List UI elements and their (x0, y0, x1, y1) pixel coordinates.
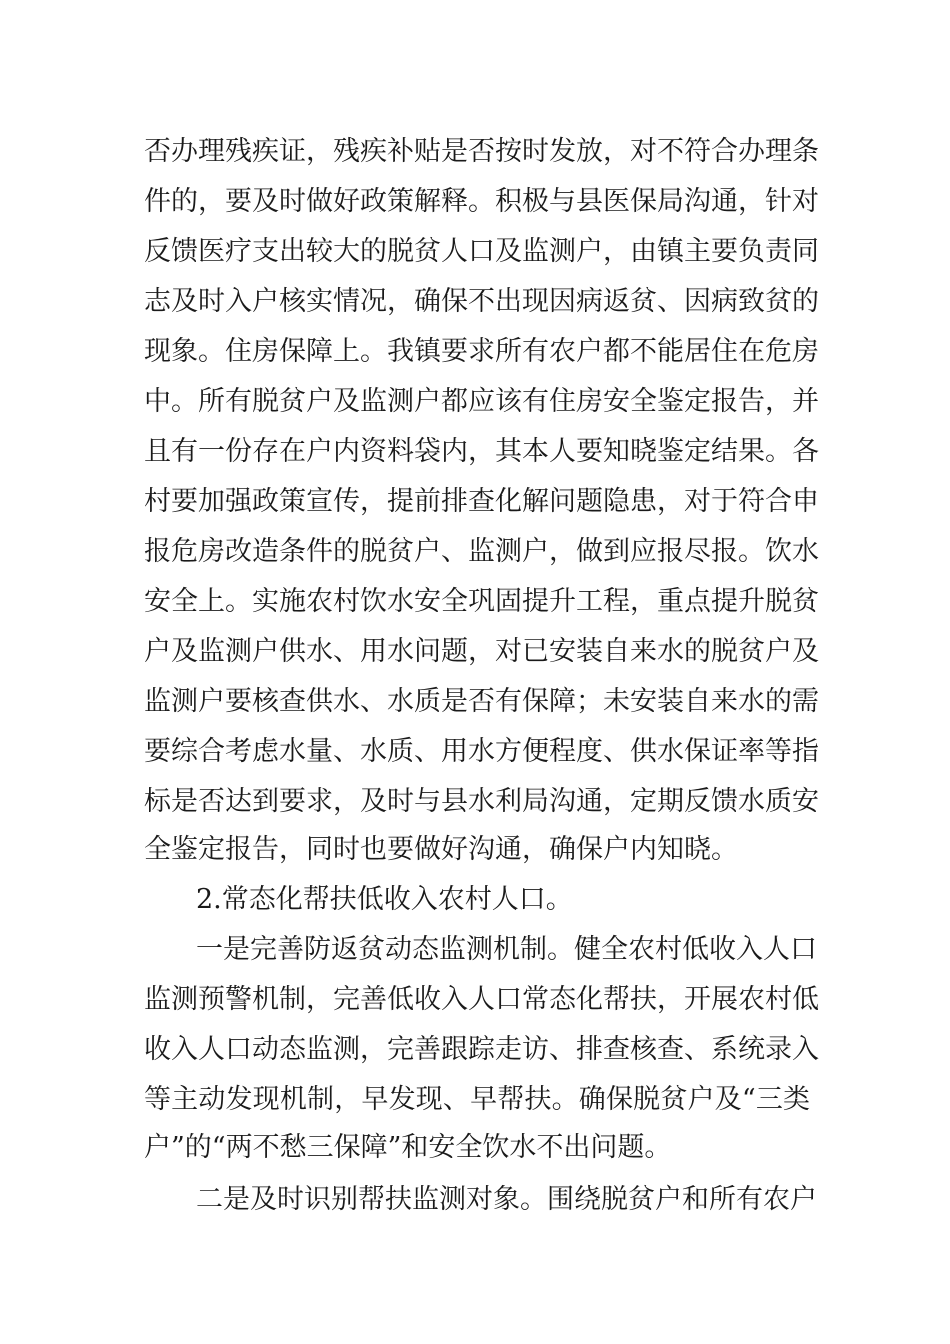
body-text-line: 现象。住房保障上。我镇要求所有农户都不能居住在危房 (144, 336, 819, 367)
section-heading: 2.常态化帮扶低收入农村人口。 (196, 884, 573, 915)
body-text-line: 要综合考虑水量、水质、用水方便程度、供水保证率等指 (144, 736, 819, 767)
paragraph-end-line: 全鉴定报告，同时也要做好沟通，确保户内知晓。 (144, 834, 738, 865)
body-text-line: 安全上。实施农村饮水安全巩固提升工程，重点提升脱贫 (144, 586, 819, 617)
body-text-line: 志及时入户核实情况，确保不出现因病返贫、因病致贫的 (144, 286, 819, 317)
body-text-line: 报危房改造条件的脱贫户、监测户，做到应报尽报。饮水 (144, 536, 819, 567)
body-text-line: 监测预警机制，完善低收入人口常态化帮扶，开展农村低 (144, 984, 819, 1015)
body-text-line: 中。所有脱贫户及监测户都应该有住房安全鉴定报告，并 (144, 386, 819, 417)
body-text-line: 标是否达到要求，及时与县水利局沟通，定期反馈水质安 (144, 786, 819, 817)
paragraph-first-line: 一是完善防返贫动态监测机制。健全农村低收入人口 (196, 934, 817, 965)
body-text-line: 且有一份存在户内资料袋内，其本人要知晓鉴定结果。各 (144, 436, 819, 467)
body-text-line: 等主动发现机制，早发现、早帮扶。确保脱贫户及“三类 (144, 1084, 810, 1115)
paragraph-first-line: 二是及时识别帮扶监测对象。围绕脱贫户和所有农户 (196, 1184, 817, 1215)
body-text-line: 户及监测户供水、用水问题，对已安装自来水的脱贫户及 (144, 636, 819, 667)
body-text-line: 件的，要及时做好政策解释。积极与县医保局沟通，针对 (144, 186, 819, 217)
body-text-line: 村要加强政策宣传，提前排查化解问题隐患，对于符合申 (144, 486, 819, 517)
paragraph-end-line: 户”的“两不愁三保障”和安全饮水不出问题。 (144, 1132, 672, 1163)
body-text-line: 监测户要核查供水、水质是否有保障；未安装自来水的需 (144, 686, 819, 717)
body-text-line: 否办理残疾证，残疾补贴是否按时发放，对不符合办理条 (144, 136, 819, 167)
body-text-line: 反馈医疗支出较大的脱贫人口及监测户，由镇主要负责同 (144, 236, 819, 267)
body-text-line: 收入人口动态监测，完善跟踪走访、排查核查、系统录入 (144, 1034, 819, 1065)
